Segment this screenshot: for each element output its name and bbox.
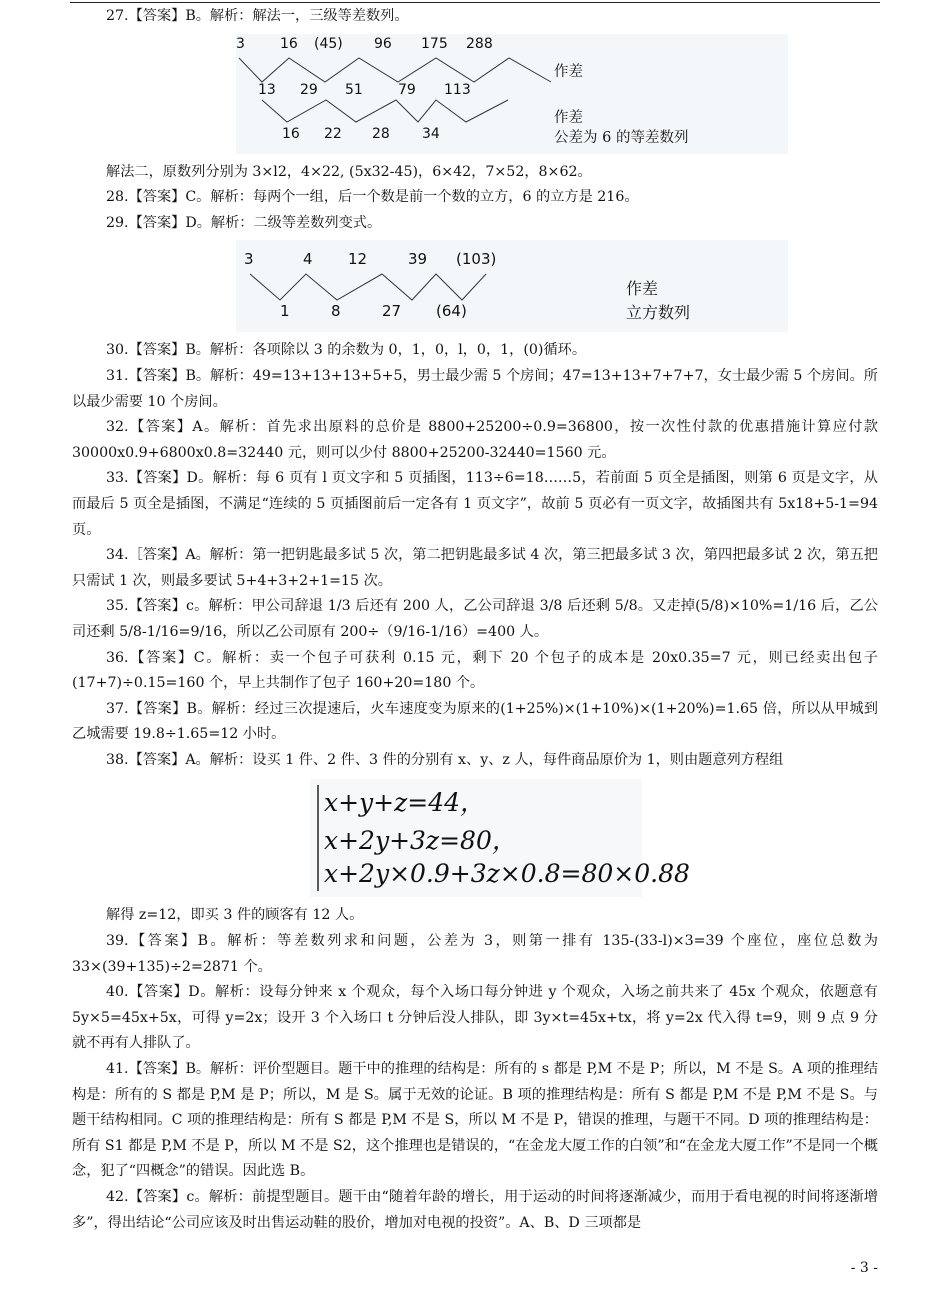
top-term: 288 bbox=[466, 35, 493, 52]
sequence-figure-27 bbox=[236, 34, 788, 154]
difference-term: 8 bbox=[331, 302, 341, 321]
answer-41: 41.【答案】B。解析：评价型题目。题干中的推理的结构是：所有的 s 都是 P,M 不是 P；所以，M 不是 S。A 项的推理结构是：所有的 S 都是 P,M 是 P；所以，M 是 S。属于无效的论证。B 项的推理结构是：所有 S 都是 P,M 不是 P,M 不是 S。与题干结构相同。C 项的推理结构是：所有 S 都是 P,M 不是 S，所以 M 不是 P，错误的推理，与题干不同。D 项的推理结构是：所有 S1 都是 P,M 不是 P，所以 M 不是 S2，这个推理也是错误的，“在金龙大厦工作的白领”和“在金龙大厦工作”不是同一个概念，犯了“四概念”的错误。因此选 B。 bbox=[72, 1061, 878, 1180]
equation-3: x+2y×0.9+3z×0.8=80×0.88 bbox=[324, 859, 690, 889]
page-number: - 3 - bbox=[850, 1260, 878, 1276]
answer-42: 42.【答案】c。解析：前提型题目。题干由“随着年龄的增长，用于运动的时间将逐渐减少，而用于看电视的时间将逐渐增多”，得出结论“公司应该及时出售运动鞋的股价，增加对电视的投资”。A、B、D 三项都是 bbox=[72, 1189, 878, 1231]
top-term: 39 bbox=[408, 250, 428, 269]
top-term: (103) bbox=[456, 250, 497, 269]
answer-36: 36.【答案】C。解析：卖一个包子可获利 0.15 元，剩下 20 个包子的成本是 20x0.35=7 元，则已经卖出包子(17+7)÷0.15=160 个，早上共制作了包子 160+20=180 个。 bbox=[72, 649, 878, 692]
answer-27-method-2: 解法二，原数列分别为 3×l2，4×22, (5x32-45)，6×42，7×52，8×62。 bbox=[106, 163, 592, 180]
second-difference-term: 28 bbox=[372, 125, 390, 142]
difference-term: 113 bbox=[444, 81, 471, 98]
diff-label: 作差 bbox=[626, 279, 659, 299]
answer-32: 32.【答案】A。解析：首先求出原料的总价是 8800+25200÷0.9=36800，按一次性付款的优惠措施计算应付款 30000x0.9+6800x0.8=32440 元，则可以少付 8800+25200-32440=1560 元。 bbox=[72, 419, 878, 461]
difference-term: 51 bbox=[345, 81, 363, 98]
difference-term: 27 bbox=[382, 302, 402, 321]
top-term: 175 bbox=[421, 35, 448, 52]
answer-28: 28.【答案】C。解析：每两个一组，后一个数是前一个数的立方，6 的立方是 216。 bbox=[106, 189, 639, 206]
equation-2: x+2y+3z=80， bbox=[324, 826, 517, 856]
answer-40: 40.【答案】D。解析：设每分钟来 x 个观众，每个入场口每分钟进 y 个观众，入场之前共来了 45x 个观众，依题意有 5y×5=45x+5x，可得 y=2x；设开 3 个入场口 t 分钟后没人排队，即 3y×t=45x+tx，将 y=2x 代入得 t=9，则 9 点 9 分就不再有人排队了。 bbox=[72, 984, 878, 1052]
page-content bbox=[72, 4, 878, 1236]
answer-39: 39.【答案】B。解析：等差数列求和问题，公差为 3，则第一排有 135-(33-l)×3=39 个座位，座位总数为 33×(39+135)÷2=2871 个。 bbox=[72, 933, 878, 975]
cube-sequence-label: 立方数列 bbox=[626, 303, 691, 323]
answer-27: 27.【答案】B。解析：解法一，三级等差数列。 bbox=[106, 8, 409, 24]
header-rule bbox=[70, 2, 880, 3]
top-term: (45) bbox=[314, 35, 343, 52]
diff-label-2: 作差 bbox=[554, 109, 583, 126]
answer-30: 30.【答案】B。解析：各项除以 3 的余数为 0，1，0，l，0，1，(0)循环。 bbox=[106, 342, 587, 359]
answer-37: 37.【答案】B。解析：经过三次提速后，火车速度变为原来的(1+25%)×(1+10%)×(1+20%)=1.65 倍，所以从甲城到乙城需要 19.8÷1.65=12 小时。 bbox=[72, 700, 878, 743]
answer-34: 34.［答案】A。解析：第一把钥匙最多试 5 次，第二把钥匙最多试 4 次，第三把最多试 3 次，第四把最多试 2 次，第五把只需试 1 次，则最多要试 5+4+3+2+1=15 次。 bbox=[72, 547, 878, 589]
equation-system-figure bbox=[310, 779, 690, 897]
second-difference-term: 16 bbox=[282, 125, 300, 142]
second-difference-term: 34 bbox=[422, 125, 440, 142]
difference-term: 1 bbox=[280, 302, 290, 321]
top-term: 12 bbox=[348, 250, 368, 269]
difference-zigzag-lines bbox=[236, 34, 788, 154]
answer-38-result: 解得 z=12，即买 3 件的顾客有 12 人。 bbox=[106, 907, 364, 924]
difference-term: 13 bbox=[258, 81, 276, 98]
difference-term: 29 bbox=[300, 81, 318, 98]
top-term: 3 bbox=[244, 250, 254, 269]
difference-term: (64) bbox=[436, 302, 467, 321]
difference-zigzag-lines bbox=[236, 240, 788, 332]
answer-29: 29.【答案】D。解析：二级等差数列变式。 bbox=[106, 214, 382, 231]
answer-31: 31.【答案】B。解析：49=13+13+13+5+5，男士最少需 5 个房间；47=13+13+7+7+7，女士最少需 5 个房间。所以最少需要 10 个房间。 bbox=[72, 367, 878, 410]
difference-term: 79 bbox=[398, 81, 416, 98]
answer-35: 35.【答案】c。解析：甲公司辞退 1/3 后还有 200 人，乙公司辞退 3/8 后还剩 5/8。又走掉(5/8)×10%=1/16 后，乙公司还剩 5/8-1/16=9/16，所以乙公司原有 200÷（9/16-1/16）=400 人。 bbox=[72, 598, 878, 640]
top-term: 3 bbox=[236, 35, 245, 52]
top-term: 96 bbox=[374, 35, 392, 52]
diff-label-1: 作差 bbox=[554, 63, 583, 80]
equation-1: x+y+z=44， bbox=[324, 788, 486, 818]
top-term: 4 bbox=[303, 250, 313, 269]
sequence-figure-29 bbox=[236, 240, 788, 332]
second-difference-term: 22 bbox=[324, 125, 342, 142]
top-term: 16 bbox=[280, 35, 298, 52]
diff-conclusion-label: 公差为 6 的等差数列 bbox=[554, 129, 689, 146]
answer-33: 33.【答案】D。解析：每 6 页有 l 页文字和 5 页插图，113÷6=18……5，若前面 5 页全是插图，则第 6 页是文字，从而最后 5 页全是插图，不满足“连续的 5 页插图前后一定各有 1 页文字”，故前 5 页必有一页文字，故插图共有 5x18+5-1=94 页。 bbox=[72, 470, 878, 538]
answer-38: 38.【答案】A。解析：设买 1 件、2 件、3 件的分别有 x、y、z 人，每件商品原价为 1，则由题意列方程组 bbox=[106, 751, 784, 768]
